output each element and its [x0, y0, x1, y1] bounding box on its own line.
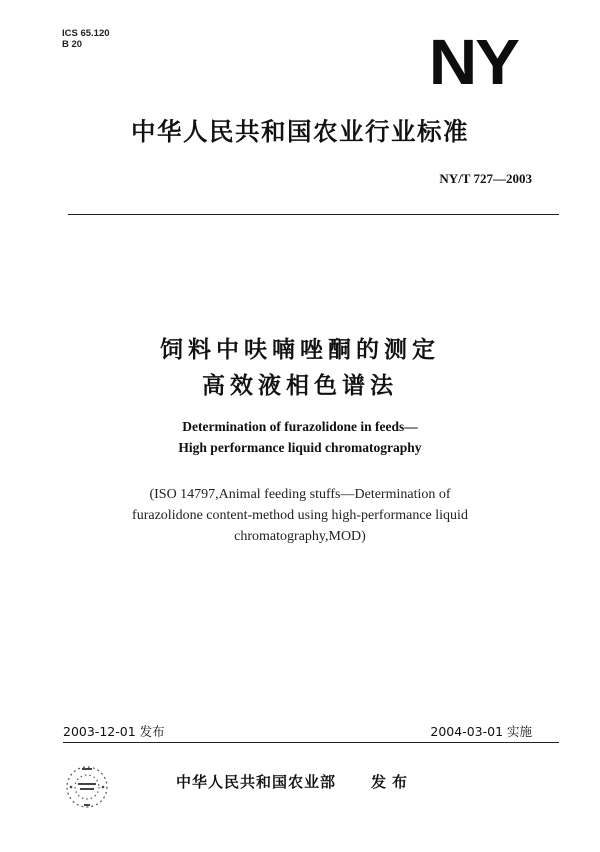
issuer-name: 中华人民共和国农业部 [176, 773, 337, 791]
top-divider [68, 214, 559, 215]
ministry-seal-icon [62, 760, 112, 814]
issue-date: 2003-12-01 发布 [63, 724, 165, 739]
iso-reference-line-1: (ISO 14797,Animal feeding stuffs—Determination of [149, 487, 451, 502]
iso-reference-line-2: furazolidone content-method using high-performance liquid [132, 508, 468, 523]
ccs-code: B 20 [62, 39, 83, 50]
en-title-line-2: High performance liquid chromatography [178, 440, 422, 455]
implementation-date: 2004-03-01 实施 [430, 724, 532, 739]
ny-logo: NY [428, 26, 518, 98]
en-title-line-1: Determination of furazolidone in feeds— [182, 419, 418, 434]
cn-title-line-1: 饲料中呋喃唑酮的测定 [160, 337, 440, 363]
issue-verb: 发布 [371, 773, 414, 791]
cn-title-line-2: 高效液相色谱法 [202, 373, 398, 399]
ics-code: ICS 65.120 [62, 28, 110, 39]
bottom-divider [63, 742, 559, 743]
org-title: 中华人民共和国农业行业标准 [131, 117, 469, 146]
classification-codes [62, 28, 110, 50]
standard-number: NY/T 727—2003 [439, 171, 532, 186]
iso-reference-line-3: chromatography,MOD) [234, 529, 366, 544]
